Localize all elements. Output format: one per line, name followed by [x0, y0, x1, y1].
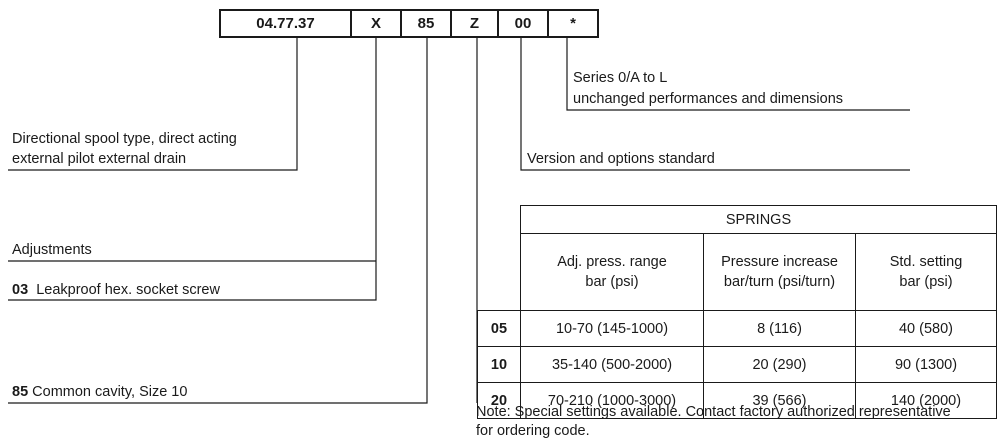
note-line1: Note: Special settings available. Contact factory authorized representative: [476, 404, 951, 420]
cell-range: 10-70 (145-1000): [521, 311, 704, 347]
adjustments-title: Adjustments: [12, 242, 92, 258]
note-text: [476, 403, 951, 441]
cavity-option: [12, 382, 187, 402]
cell-setting: 140 (2000): [856, 383, 997, 419]
springs-corner-blank: [478, 206, 521, 234]
cell-range: 35-140 (500-2000): [521, 347, 704, 383]
series-label-line2: unchanged performances and dimensions: [573, 91, 844, 107]
code-segment-series-number: 04.77.37: [219, 9, 352, 38]
code-segment-version: 00: [499, 9, 549, 38]
code-segment-springs: Z: [452, 9, 499, 38]
springs-table: [477, 205, 997, 419]
header-std-setting: Std. setting bar (psi): [856, 234, 997, 311]
note-line2: for ordering code.: [476, 423, 590, 439]
header-adj-range: Adj. press. range bar (psi): [521, 234, 704, 311]
code-segment-spool-type: X: [352, 9, 402, 38]
spool-label-line2: external pilot external drain: [12, 151, 187, 167]
cell-increase: 20 (290): [704, 347, 856, 383]
spring-code: 10: [478, 347, 521, 383]
springs-title: SPRINGS: [521, 206, 997, 234]
version-label: Version and options standard: [527, 151, 715, 167]
cell-increase: 39 (566): [704, 383, 856, 419]
adjustments-option: [12, 280, 220, 300]
adjustments-text: Leakproof hex. socket screw: [36, 282, 220, 298]
leader-cavity: [8, 38, 427, 403]
cell-setting: 40 (580): [856, 311, 997, 347]
spring-code: 20: [478, 383, 521, 419]
springs-header-blank: [478, 234, 521, 311]
cavity-code: 85: [12, 384, 29, 400]
spring-code: 05: [478, 311, 521, 347]
code-segment-series-letter: *: [549, 9, 599, 38]
cell-range: 70-210 (1000-3000): [521, 383, 704, 419]
cavity-text: Common cavity, Size 10: [32, 384, 188, 400]
spool-label-line1: Directional spool type, direct acting: [12, 131, 237, 147]
table-row: [478, 347, 997, 383]
cell-increase: 8 (116): [704, 311, 856, 347]
table-row: [478, 311, 997, 347]
cell-setting: 90 (1300): [856, 347, 997, 383]
code-segment-cavity: 85: [402, 9, 452, 38]
header-pressure-increase: Pressure increase bar/turn (psi/turn): [704, 234, 856, 311]
series-label-line1: Series 0/A to L: [573, 70, 668, 86]
adjustments-code: 03: [12, 282, 29, 298]
